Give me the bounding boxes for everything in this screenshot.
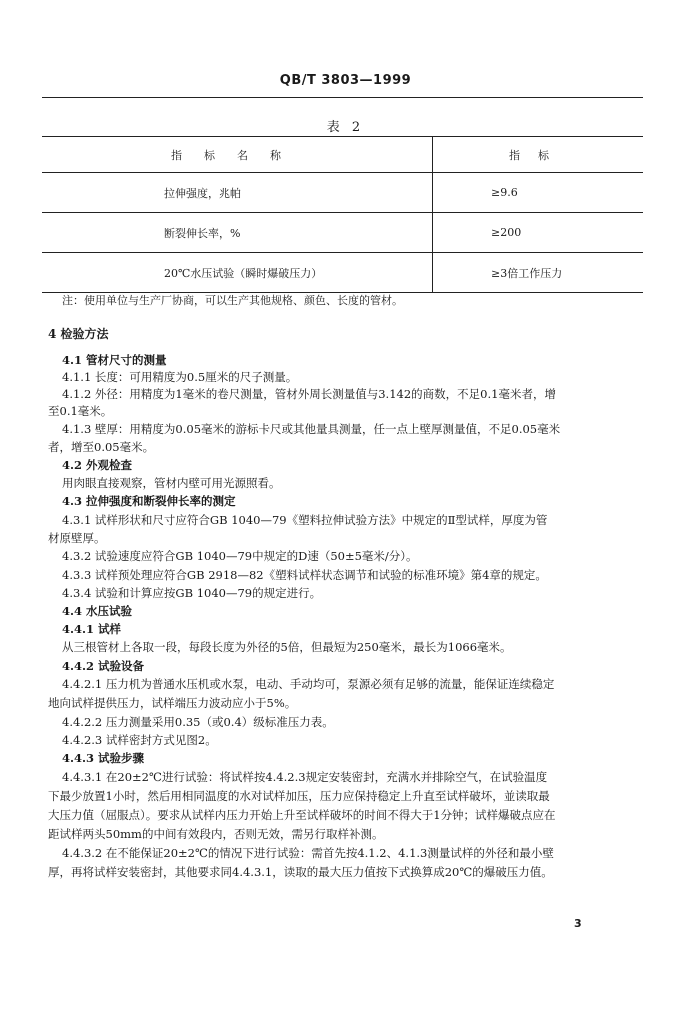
- table-caption: 表 2: [326, 120, 365, 135]
- paragraph-continuation: 下最少放置1小时，然后用相同温度的水对试样加压，压力应保持稳定上升直至试样破坏，並读取最: [48, 789, 550, 803]
- paragraph-continuation: 材原壁厚。: [48, 531, 106, 545]
- paragraph-continuation: 距试样两头50mm的中间有效段内，否则无效，需另行取样补测。: [48, 827, 384, 841]
- paragraph-continuation: 至0.1毫米。: [48, 404, 113, 418]
- table-note: 注：使用单位与生产厂协商，可以生产其他规格、颜色、长度的管材。: [62, 294, 403, 307]
- standard-number-header: QB/T 3803—1999: [279, 73, 412, 88]
- column-header-name: 指标名称: [42, 137, 433, 173]
- row-name: 拉伸强度，兆帕: [42, 173, 433, 213]
- row-value: ≥3倍工作压力: [491, 266, 563, 280]
- paragraph: 4.4.2.3 试样密封方式见图2。: [62, 733, 217, 747]
- subsection-heading: 4.4.3 试验步骤: [62, 751, 145, 765]
- paragraph-continuation: 厚，再将试样安装密封，其他要求同4.4.3.1，读取的最大压力值按下式换算成20℃的爆破压力值。: [48, 865, 553, 879]
- table-row: [42, 253, 643, 293]
- table-row: [42, 173, 643, 213]
- subsection-heading: 4.1 管材尺寸的测量: [62, 353, 167, 367]
- paragraph-continuation: 者，增至0.05毫米。: [48, 440, 155, 454]
- paragraph: 4.3.4 试验和计算应按GB 1040—79的规定进行。: [62, 586, 322, 600]
- paragraph: 4.3.2 试验速度应符合GB 1040—79中规定的D速（50±5毫米/分）。: [62, 549, 418, 563]
- paragraph: 4.4.3.1 在20±2℃进行试验：将试样按4.4.2.3规定安装密封，充满水并排除空气，在试验温度: [62, 770, 548, 784]
- subsection-heading: 4.4 水压试验: [62, 604, 133, 618]
- paragraph: 4.4.2.2 压力测量采用0.35（或0.4）级标准压力表。: [62, 715, 334, 729]
- header-rule: [42, 97, 643, 98]
- paragraph: 4.3.3 试样预处理应符合GB 2918—82《塑料试样状态调节和试验的标准环境》第4章的规定。: [62, 568, 547, 582]
- subsection-heading: 4.2 外观检查: [62, 458, 133, 472]
- row-name: 20℃水压试验（瞬时爆破压力）: [42, 253, 433, 293]
- page-number: 3: [574, 917, 582, 930]
- paragraph: 4.1.1 长度：可用精度为0.5厘米的尺子测量。: [62, 370, 298, 384]
- subsection-heading: 4.4.1 试样: [62, 622, 122, 636]
- subsection-heading: 4.4.2 试验设备: [62, 659, 145, 673]
- paragraph-continuation: 地向试样提供压力，试样端压力波动应小于5%。: [48, 696, 297, 710]
- paragraph-continuation: 大压力值（屈服点）。要求从试样内压力开始上升至试样破坏的时间不得大于1分钟；试样爆破点应在: [48, 808, 556, 822]
- row-value: ≥9.6: [491, 186, 518, 199]
- paragraph: 4.4.3.2 在不能保证20±2℃的情况下进行试验：需首先按4.1.2、4.1.3测量试样的外径和最小壁: [62, 846, 554, 860]
- table-row: [42, 213, 643, 253]
- row-name: 断裂伸长率，%: [42, 213, 433, 253]
- paragraph: 4.4.2.1 压力机为普通水压机或水泵，电动、手动均可，泵源必须有足够的流量，能保证连续稳定: [62, 677, 555, 691]
- spec-table: [42, 136, 643, 293]
- subsection-heading: 4.3 拉伸强度和断裂伸长率的测定: [62, 494, 236, 508]
- paragraph: 从三根管材上各取一段，每段长度为外径的5倍，但最短为250毫米，最长为1066毫米。: [62, 640, 512, 654]
- column-header-value: 指标: [509, 148, 567, 162]
- paragraph: 4.3.1 试样形状和尺寸应符合GB 1040—79《塑料拉伸试验方法》中规定的Ⅱ型试样，厚度为管: [62, 513, 548, 527]
- row-value: ≥200: [491, 226, 522, 239]
- paragraph: 4.1.3 壁厚：用精度为0.05毫米的游标卡尺或其他量具测量，任一点上壁厚测量值，不足0.05毫米: [62, 422, 561, 436]
- paragraph: 4.1.2 外径：用精度为1毫米的卷尺测量，管材外周长测量值与3.142的商数，不足0.1毫米者，增: [62, 387, 556, 401]
- paragraph: 用肉眼直接观察，管材内壁可用光源照看。: [62, 476, 281, 490]
- table-header-row: [42, 137, 643, 173]
- section-heading: 4 检验方法: [48, 327, 109, 341]
